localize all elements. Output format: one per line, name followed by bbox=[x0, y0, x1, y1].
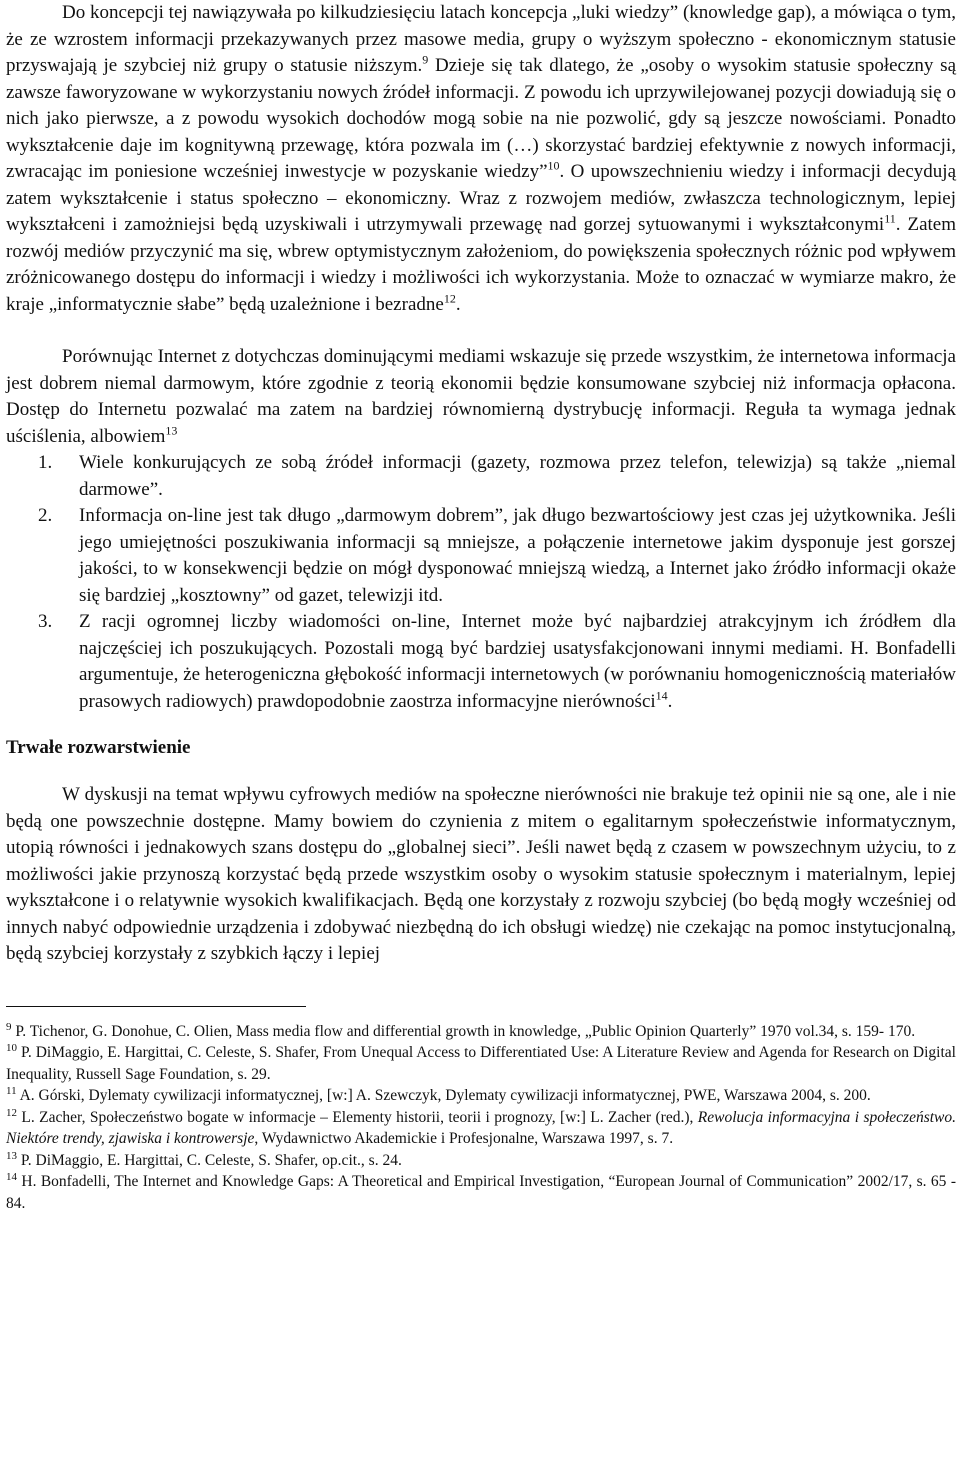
footnote-number: 14 bbox=[6, 1170, 17, 1183]
list-item bbox=[6, 503, 956, 609]
footnote-number: 11 bbox=[6, 1084, 17, 1097]
numbered-list bbox=[6, 450, 956, 715]
list-number: 2. bbox=[38, 505, 53, 526]
list-item-text: . bbox=[667, 690, 673, 712]
footnote-text: H. Bonfadelli, The Internet and Knowledge Gaps: A Theoretical and Empirical Investigation, “European Journal of Communication” 2002/17, s. 65 - 84. bbox=[6, 1173, 956, 1212]
footnote-text: P. DiMaggio, E. Hargittai, C. Celeste, S. Shafer, From Unequal Access to Differentiated Use: A Literature Review and Agenda for Research on Digital Inequality, Russell Sage Foundation, s. 29. bbox=[6, 1044, 956, 1083]
section-heading: Trwałe rozwarstwienie bbox=[6, 737, 191, 758]
list-item-text: Z racji ogromnej liczby wiadomości on-line, Internet może być najbardziej atrakcyjnym ich źródłem dla najczęściej ich poszukujących. Pozostali mogą być bardziej usatysfakcjonowani innymi mediami. H. Bonfadelli argumentuje, że heterogeniczna głębokość informacji internetowych (w porównaniu homogenicznością materiałów prasowych radiowych) prawdopodobnie zaostrza informacyjne nierówności bbox=[79, 611, 956, 712]
footnote-ref-10[interactable]: 10 bbox=[547, 158, 560, 173]
footnote-14 bbox=[6, 1171, 956, 1214]
footnote-number: 10 bbox=[6, 1041, 17, 1054]
paragraph-digital-divide: W dyskusji na temat wpływu cyfrowych mediów na społeczne nierówności nie brakuje też opinii nie są one, ale i nie będą one powszechnie dostępne. Mamy bowiem do czynienia z mitem o egalitarnym społeczeństwie informatycznym, utopią równości i jednakowych szans dostępu do „globalnej sieci”. Jeśli nawet będą z czasem w powszechnym użyciu, to z możliwości jakie przynoszą korzystać będą przede wszystkim osoby o wysokim statusie społecznym i materialnym, lepiej wykształcone i o relatywnie wysokich kwalifikacjach. Będą one korzystały z rozwoju szybciej (bo będą mogły wcześniej od innych nabyć odpowiednie urządzenia i zdobywać niezbędną do ich obsługi wiedzę) nie czekając na pomoc instytucjonalną, będą szybciej korzystały z szybkich łączy i lepiej bbox=[6, 784, 956, 964]
footnote-9 bbox=[6, 1021, 956, 1043]
paragraph-text: Porównując Internet z dotychczas dominującymi mediami wskazuje się przede wszystkim, że internetowa informacja jest dobrem niemal darmowym, które zgodnie z teorią ekonomii będzie konsumowane szybciej niż informacja opłacona. Dostęp do Internetu pozwalać ma zatem na bardziej równomierną dystrybucję informacji. Reguła ta wymaga jednak uściślenia, albowiem bbox=[6, 346, 956, 447]
footnote-ref-9[interactable]: 9 bbox=[422, 52, 429, 67]
document-page bbox=[6, 0, 956, 1214]
list-number: 3. bbox=[38, 611, 53, 632]
footnote-text: L. Zacher, Społeczeństwo bogate w informacje – Elementy historii, teorii i prognozy, [w:] L. Zacher (red.), bbox=[17, 1108, 698, 1126]
list-item bbox=[6, 609, 956, 715]
paragraph-internet-comparison bbox=[6, 344, 956, 450]
paragraph-text: Do koncepcji tej nawiązywała po kilkudziesięciu latach koncepcja „luki wiedzy” (knowledge gap), a mówiąca o tym, że ze wzrostem informacji przekazywanych przez masowe media, grupy o wyższym społeczno - ekonomicznym statusie przyswajają je szybciej niż grupy o statusie niższym. bbox=[6, 2, 956, 76]
footnotes bbox=[6, 1021, 956, 1215]
footnote-12 bbox=[6, 1107, 956, 1150]
list-item bbox=[6, 450, 956, 503]
paragraph-text: . bbox=[455, 293, 461, 315]
footnote-text: A. Górski, Dylematy cywilizacji informatycznej, [w:] A. Szewczyk, Dylematy cywilizacji informatycznej, PWE, Warszawa 2004, s. 200. bbox=[16, 1087, 871, 1104]
paragraph-text: . Zatem rozwój mediów przyczynić ma się, wbrew optymistycznym założeniom, do powiększenia społecznych różnic pod wpływem zróżnicowanego dostępu do informacji i wiedzy i możliwości ich wykorzystania. Może to oznaczać w wymiarze makro, że kraje „informatycznie słabe” będą uzależnione i bezradne bbox=[6, 214, 956, 315]
footnote-number: 9 bbox=[6, 1020, 12, 1033]
footnote-number: 13 bbox=[6, 1149, 17, 1162]
footnote-ref-12[interactable]: 12 bbox=[443, 291, 456, 306]
footnote-number: 12 bbox=[6, 1106, 17, 1119]
list-number: 1. bbox=[38, 452, 53, 473]
footnote-11 bbox=[6, 1085, 956, 1107]
footnote-title-italic: Rewolucja informacyjna i społeczeństwo. Niektóre trendy, zjawiska i kontrowersje bbox=[6, 1108, 957, 1147]
footnote-text: P. Tichenor, G. Donohue, C. Olien, Mass media flow and differential growth in knowledge, „Public Opinion Quarterly” 1970 vol.34, s. 159- 170. bbox=[11, 1022, 916, 1040]
footnote-ref-14[interactable]: 14 bbox=[655, 688, 668, 703]
footnote-13 bbox=[6, 1150, 956, 1172]
paragraph-knowledge-gap bbox=[6, 0, 956, 318]
footnote-ref-11[interactable]: 11 bbox=[884, 211, 896, 226]
list-item-text: Informacja on-line jest tak długo „darmowym dobrem”, jak długo bezwartościowy jest czas jej użytkownika. Jeśli jego umiejętności poszukiwania informacji są mniejsze, a połączenie internetowe jakim dysponuje jest gorszej jakości, to w konsekwencji będzie on mógł dysponować mniejszą wiedzą, a Internet jako źródło informacji okaże się bardziej „kosztowny” od gazet, telewizji itd. bbox=[79, 505, 956, 606]
footnote-separator bbox=[6, 1006, 306, 1007]
paragraph-text: . O upowszechnieniu wiedzy i informacji decydują zatem wykształcenie i status społeczno – ekonomiczny. Wraz z rozwojem mediów, zwłaszcza technologicznym, lepiej wykształceni i zamożniejsi będą uzyskiwali i utrzymywali przewagę nad gorzej sytuowanymi i wykształconymi bbox=[6, 161, 956, 235]
paragraph-text: Dzieje się tak dlatego, że „osoby o wysokim statusie społeczny są zawsze faworyzowane w wykorzystaniu nowych źródeł informacji. Z powodu ich uprzywilejowanej pozycji dowiadują się o nich jako pierwsze, a z powodu wysokich dochodów mogą sobie na nie pozwolić, gdy są jeszcze nowościami. Ponadto wykształcenie daje im kognitywną przewagę, która pozwala im (…) skorzystać bardziej efektywnie z nowych informacji, zwracając im poniesione wcześniej inwestycje w pozyskanie wiedzy” bbox=[6, 55, 956, 182]
footnote-ref-13[interactable]: 13 bbox=[165, 423, 178, 438]
list-item-text: Wiele konkurujących ze sobą źródeł informacji (gazety, rozmowa przez telefon, telewizja) są także „niemal darmowe”. bbox=[79, 452, 956, 500]
footnote-10 bbox=[6, 1042, 956, 1085]
footnote-text: , Wydawnictwo Akademickie i Profesjonalne, Warszawa 1997, s. 7. bbox=[254, 1130, 674, 1147]
footnote-text: P. DiMaggio, E. Hargittai, C. Celeste, S. Shafer, op.cit., s. 24. bbox=[17, 1151, 402, 1169]
